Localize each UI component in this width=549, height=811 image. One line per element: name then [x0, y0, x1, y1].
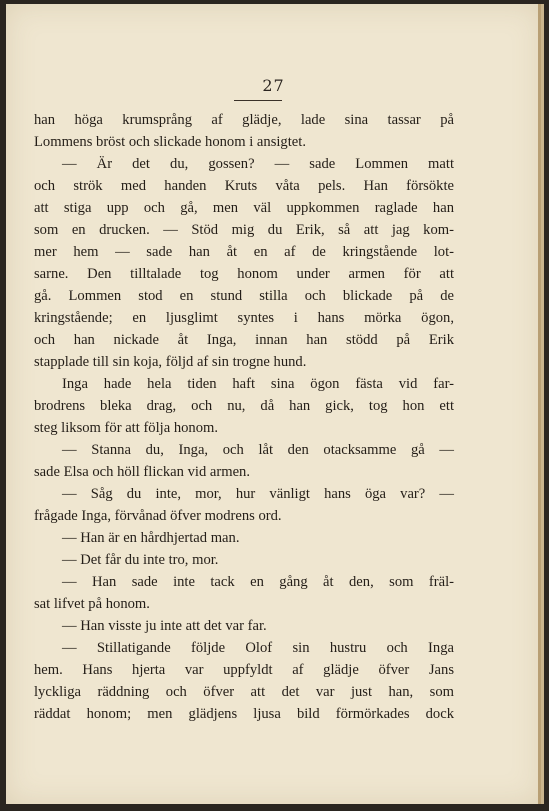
text-line: — Såg du inte, mor, hur vänligt hans öga var? — — [62, 486, 454, 502]
text-line: och han nickade åt Inga, innan han stödd på Erik — [34, 332, 454, 348]
text-line: — Stanna du, Inga, och låt den otacksamme gå — — [62, 442, 454, 458]
text-line: — Han sade inte tack en gång åt den, som fräl- — [62, 574, 454, 590]
text-line: han höga krumsprång af glädje, lade sina tassar på — [34, 112, 454, 128]
text-line: mer hem — sade han åt en af de kringstående lot- — [34, 244, 454, 260]
text-line: räddat honom; men glädjens ljusa bild förmörkades dock — [34, 706, 454, 722]
page-number: 27 — [262, 76, 285, 95]
text-line: och strök med handen Kruts våta pels. Han försökte — [34, 178, 454, 194]
header-rule — [234, 100, 282, 101]
text-line: kringstående; en ljusglimt syntes i hans mörka ögon, — [34, 310, 454, 326]
text-line: steg liksom för att följa honom. — [34, 420, 219, 436]
text-line: — Stillatigande följde Olof sin hustru och Inga — [62, 640, 454, 656]
text-line: — Han visste ju inte att det var far. — [62, 618, 267, 634]
text-line: — Är det du, gossen? — sade Lommen matt — [62, 156, 454, 172]
text-line: att stiga upp och gå, men väl uppkommen raglade han — [34, 200, 454, 216]
text-line: sade Elsa och höll flickan vid armen. — [34, 464, 250, 480]
text-line: gå. Lommen stod en stund stilla och blickade på de — [34, 288, 454, 304]
text-line: sat lifvet på honom. — [34, 596, 150, 612]
text-line: lyckliga räddning och öfver att det var just han, som — [34, 684, 454, 700]
body-text — [34, 109, 454, 725]
text-line: frågade Inga, förvånad öfver modrens ord. — [34, 508, 282, 524]
text-line: stapplade till sin koja, följd af sin trogne hund. — [34, 354, 307, 370]
text-line: brodrens bleka drag, och nu, då han gick, tog hon ett — [34, 398, 454, 414]
text-line: som en drucken. — Stöd mig du Erik, så att jag kom- — [34, 222, 454, 238]
text-line: Inga hade hela tiden haft sina ögon fästa vid far- — [62, 376, 454, 392]
text-line: hem. Hans hjerta var uppfyldt af glädje öfver Jans — [34, 662, 454, 678]
text-line: sarne. Den tilltalade tog honom under armen för att — [34, 266, 454, 282]
book-page — [6, 4, 544, 804]
text-line: Lommens bröst och slickade honom i ansigtet. — [34, 134, 306, 150]
text-line: — Han är en hårdhjertad man. — [62, 530, 240, 546]
page-edge — [538, 4, 541, 804]
text-line: — Det får du inte tro, mor. — [62, 552, 219, 568]
